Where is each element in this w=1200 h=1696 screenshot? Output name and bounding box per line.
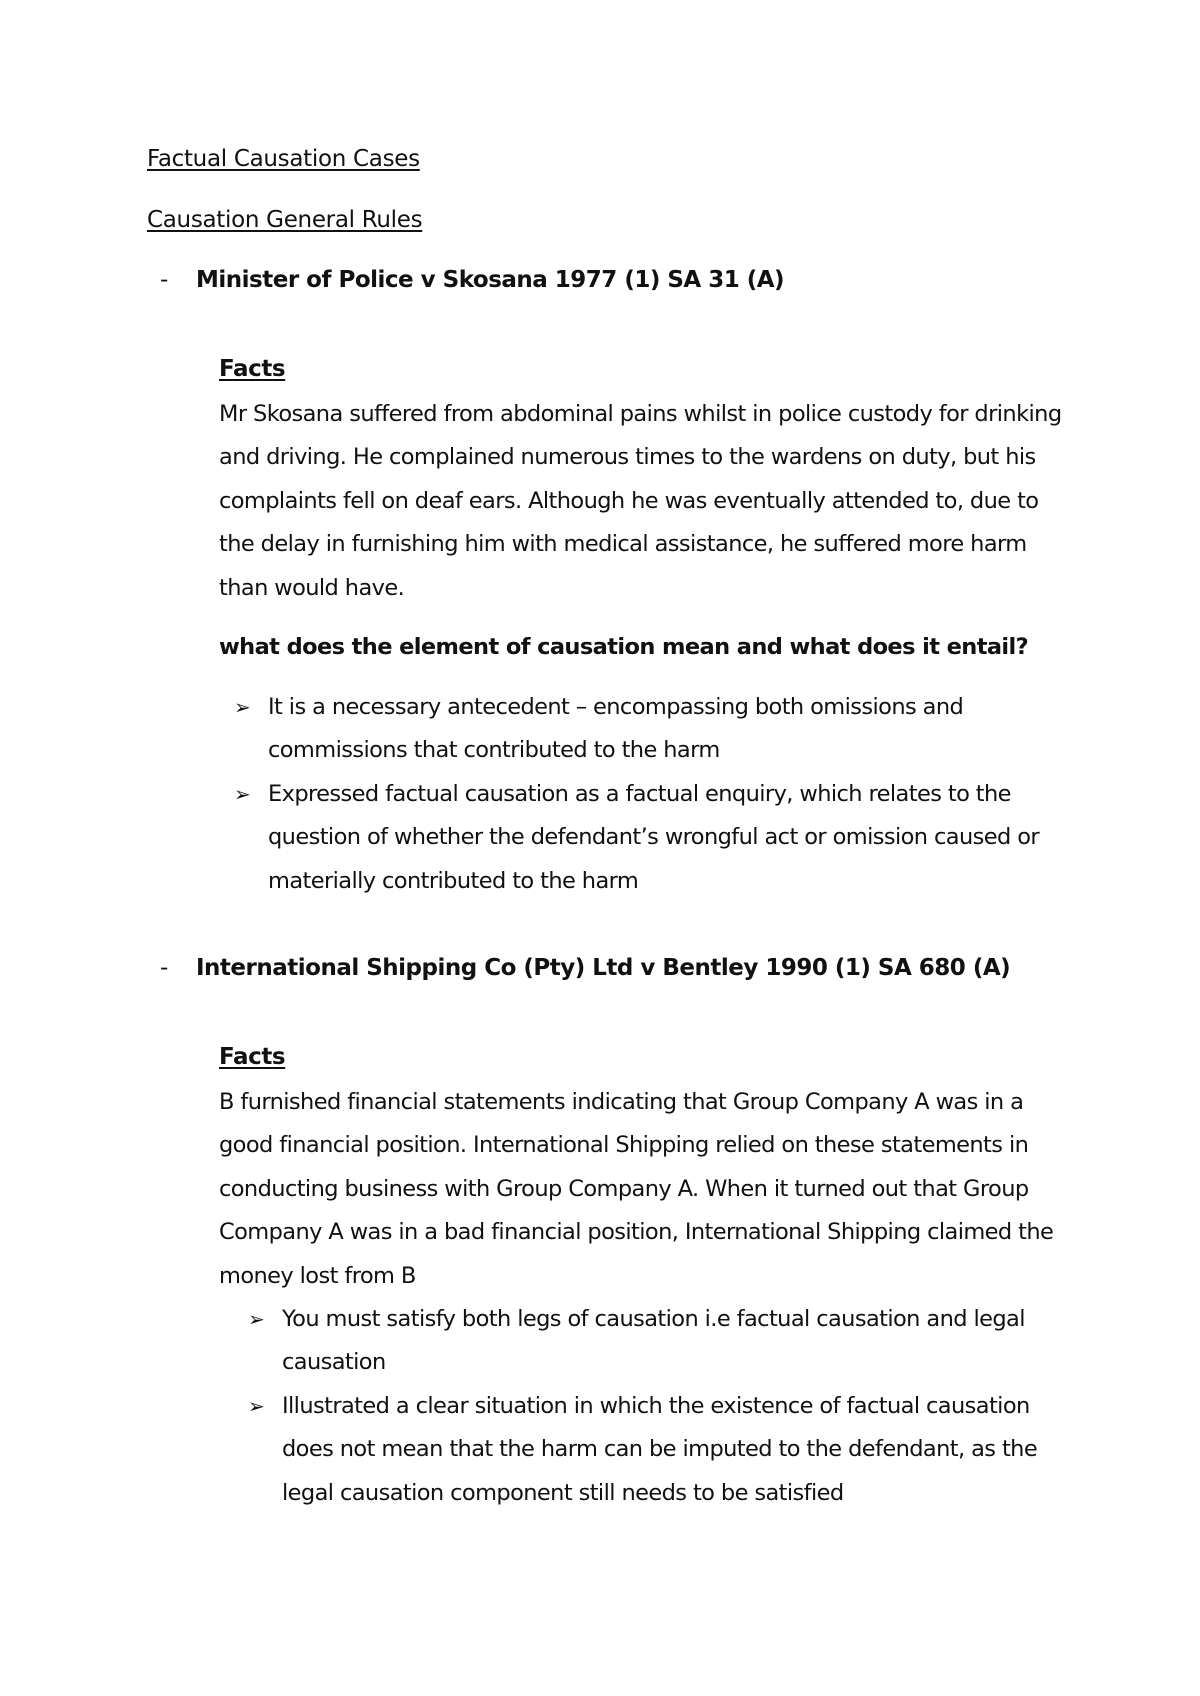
- list-item: [234, 686, 1064, 773]
- list-item-text: Illustrated a clear situation in which the existence of factual causation does not mean that the harm can be imputed to the defendant, as the legal causation component still needs to be satisfied: [282, 1392, 1038, 1506]
- arrow-bullet-icon: ➢: [248, 1307, 265, 1331]
- case-citation: Minister of Police v Skosana 1977 (1) SA 31 (A): [196, 267, 785, 293]
- list-item: [248, 1298, 1063, 1385]
- arrow-bullet-icon: ➢: [234, 695, 251, 719]
- case-heading-skosana: [160, 267, 1160, 293]
- list-item-text: Expressed factual causation as a factual enquiry, which relates to the question of whether the defendant’s wrongful act or omission caused or materially contributed to the harm: [268, 780, 1040, 894]
- dash-marker: -: [160, 267, 168, 293]
- facts-label: Facts: [219, 356, 286, 382]
- facts-label: Facts: [219, 1044, 286, 1070]
- arrow-bullet-icon: ➢: [248, 1393, 265, 1418]
- section-heading: Causation General Rules: [147, 207, 423, 233]
- bullet-list: [234, 686, 1064, 903]
- facts-paragraph: B furnished financial statements indicating that Group Company A was in a good financial position. International Shipping relied on these statements in conducting business with Group Company A. When it turned out that Group Company A was in a bad financial position, International Shipping claimed the money lost from B: [219, 1089, 1054, 1289]
- list-item-text: You must satisfy both legs of causation i.e factual causation and legal causation: [282, 1306, 1025, 1376]
- case-citation: International Shipping Co (Pty) Ltd v Bentley 1990 (1) SA 680 (A): [196, 955, 1011, 981]
- arrow-bullet-icon: ➢: [234, 781, 251, 806]
- list-item-text: It is a necessary antecedent – encompassing both omissions and commissions that contributed to the harm: [268, 694, 964, 764]
- case-heading-bentley: [160, 955, 1160, 981]
- list-item: [248, 1385, 1063, 1515]
- question-heading: what does the element of causation mean and what does it entail?: [219, 634, 1029, 660]
- dash-marker: -: [160, 955, 168, 981]
- facts-paragraph: Mr Skosana suffered from abdominal pains whilst in police custody for drinking and driving. He complained numerous times to the wardens on duty, but his complaints fell on deaf ears. Although he was eventually attended to, due to the delay in furnishing him with medical assistance, he suffered more harm than would have.: [219, 401, 1062, 601]
- page-title: Factual Causation Cases: [147, 146, 420, 172]
- bullet-list: [248, 1298, 1063, 1515]
- list-item: [234, 773, 1064, 903]
